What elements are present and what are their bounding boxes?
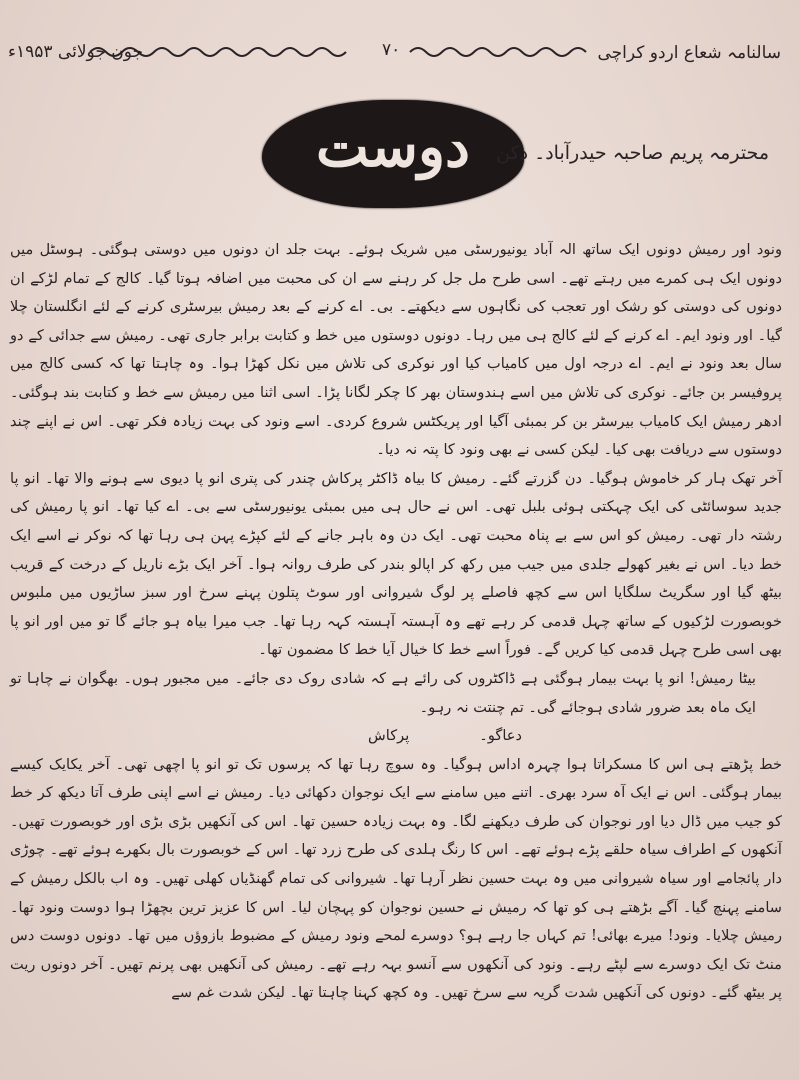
- page-header: [0, 0, 799, 100]
- signature-blessing: دعاگو۔: [479, 727, 522, 745]
- signature-name: پرکاش: [367, 727, 410, 745]
- story-title-banner: [262, 100, 524, 208]
- paragraph-1: ونود اور رمیش دونوں ایک ساتھ الہ آباد یونیورسٹی میں شریک ہوئے۔ بہت جلد ان دونوں میں دوستی ہوگئی۔ ہوسٹل میں دونوں ایک ہی کمرے میں رہتے تھے۔ اسی طرح مل جل کر رہنے سے ان کی محبت میں اضافہ ہوتا گیا۔ کالج کے تمام لڑکے ان دونوں کی دوستی کو رشک اور تعجب کی نگاہوں سے دیکھتے۔ بی۔ اے کرنے کے بعد رمیش بیرسٹری کرنے کے لئے انگلستان چلا گیا۔ اور ونود ایم۔ اے کرنے کے لئے کالج ہی میں رہا۔ دونوں دوستوں میں خط و کتابت برابر جاری تھی۔ رمیش سے جدائی کے دو سال بعد ونود نے ایم۔ اے درجہ اول میں کامیاب کیا اور نوکری کی تلاش میں نکل کھڑا ہوا۔ وہ چاہتا تھا کہ کسی کالج میں پروفیسر بن جائے۔ نوکری کی تلاش میں اسے ہندوستان بھر کا چکر لگانا پڑا۔ اسی اثنا میں رمیش سے خط و کتابت بند ہوگئی۔ ادھر رمیش ایک کامیاب بیرسٹر بن کر بمبئی آگیا اور پریکٹس شروع کردی۔ اسے ونود کی بہت زیادہ فکر تھی۔ اس نے اپنے چند دوستوں سے دریافت بھی کیا۔ لیکن کسی نے بھی ونود کا پتہ نہ دیا۔: [10, 241, 782, 459]
- page-number: ۷۰: [382, 40, 401, 60]
- magazine-name: سالنامہ شعاع اردو کراچی: [597, 43, 781, 63]
- paragraph-2: آخر تھک ہار کر خاموش ہوگیا۔ دن گزرتے گئے۔ رمیش کا بیاہ ڈاکٹر پرکاش چندر کی پتری انو پا دیوی سے ہونے والا تھا۔ انو پا جدید سوسائٹی کی ایک چہکتی ہوئی بلبل تھی۔ اس نے حال ہی میں بمبئی یونیورسٹی سے بی۔ اے کیا تھا۔ انو پا رمیش کی رشتہ دار تھی۔ رمیش کو اس سے بے پناہ محبت تھی۔ ایک دن وہ باہر جانے کے لئے کپڑے پہن ہی رہا تھا کہ نوکر نے اسے ایک خط دیا۔ اس نے بغیر کھولے جلدی میں جیب میں رکھ کر اپالو بندر کی طرف روانہ ہوا۔ آخر ایک بڑے ناریل کے درخت کے قریب بیٹھ گیا اور سگریٹ سلگایا اس سے کچھ فاصلے پر لوگ شیروانی اور سوٹ پتلون پہنے سرخ اور سبز ساڑیوں میں ملبوس خوبصورت لڑکیوں کے ساتھ چہل قدمی کر رہے تھے وہ آہستہ آہستہ کہہ رہا تھا۔ جب میرا بیاہ ہو جائے گا تو میں اور انو پا بھی اسی طرح چہل قدمی کیا کریں گے۔ فوراً اسے خط کا خیال آیا خط کا مضمون تھا۔: [10, 469, 782, 659]
- letter-text: بیٹا رمیش! انو پا بہت بیمار ہوگئی ہے ڈاکٹروں کی رائے ہے کہ شادی روک دی جائے۔ میں مجبور ہوں۔ بھگوان نے چاہا تو ایک ماہ بعد ضرور شادی ہوجائے گی۔ تم چنتت نہ رہو۔: [10, 669, 756, 716]
- issue-date: جون جولائی ۱۹۵۳ء: [8, 42, 144, 62]
- header-wavy-rule: [0, 38, 799, 78]
- story-body: [10, 236, 782, 1008]
- letter-signature: [10, 722, 782, 751]
- paragraph-3: خط پڑھتے ہی اس کا مسکراتا ہوا چہرہ اداس ہوگیا۔ وہ سوچ رہا تھا کہ پرسوں تک تو انو پا اچھی تھی۔ آخر یکایک کیسے بیمار ہوگئی۔ اس نے ایک آہ سرد بھری۔ اتنے میں سامنے سے ایک نوجوان دکھائی دیا۔ رمیش نے اسے اپنی طرف آتا دیکھ کر خط کو جیب میں ڈال دیا اور نوجوان کی طرف دیکھنے لگا۔ وہ بہت زیادہ حسین تھا۔ اس کی آنکھیں بڑی بڑی اور خوبصورت تھیں۔ آنکھوں کے اطراف سیاہ حلقے پڑے ہوئے تھے۔ اس کا رنگ ہلدی کی طرح زرد تھا۔ اس کے خوبصورت بال بکھرے ہوئے تھے۔ چوڑی دار پائجامے اور سیاہ شیروانی میں وہ بہت حسین نظر آرہا تھا۔ شیروانی کی تمام گھنڈیاں کھلی تھیں۔ وہ اب بالکل رمیش کے سامنے پہنچ گیا۔ آگے بڑھتے ہی کو تھا کہ رمیش نے حسین نوجوان کو پہچان لیا۔ اس کا عزیز ترین بچھڑا ہوا دوست ونود تھا۔ رمیش چلایا۔ ونود! میرے بھائی! تم کہاں جا رہے ہو؟ دوسرے لمحے ونود رمیش کے مضبوط بازوؤں میں تھا۔ دونوں دوست دس منٹ تک ایک دوسرے سے لپٹے رہے۔ ونود کی آنکھوں سے آنسو بہہ رہے تھے۔ رمیش کی آنکھیں بھی پرنم تھیں۔ آخر دونوں ریت پر بیٹھ گئے۔ دونوں کی آنکھیں شدت گریہ سے سرخ تھیں۔ وہ کچھ کہنا چاہتا تھا۔ لیکن شدت غم سے: [10, 755, 782, 1002]
- author-line: محترمہ پریم صاحبہ حیدرآباد۔ دکن: [496, 142, 769, 164]
- story-title: دوست: [316, 114, 470, 180]
